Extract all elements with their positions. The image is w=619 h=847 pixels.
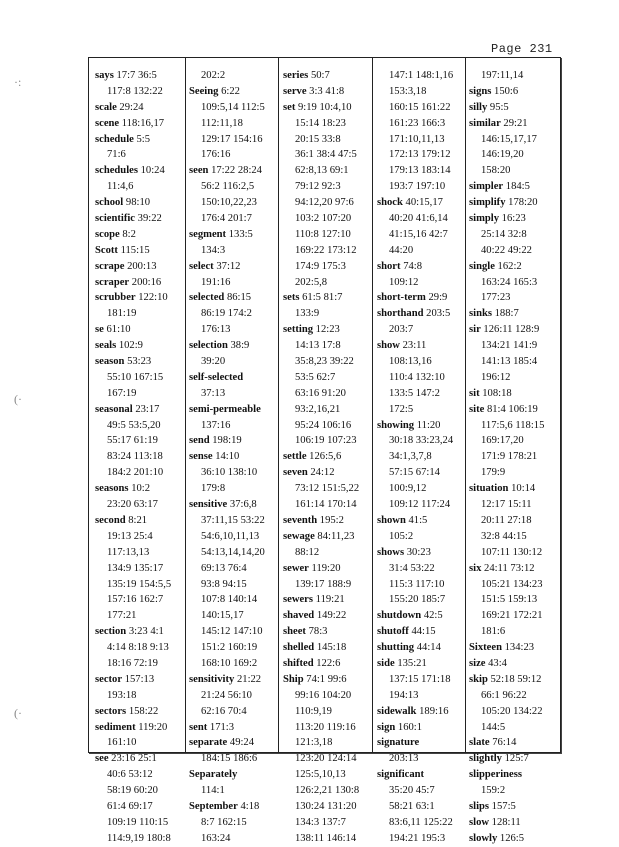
index-entry-refs: 32:8 44:15 [481,530,527,542]
index-entry-refs: 20:11 27:18 [481,514,532,526]
index-entry-term: shock 40:15,17 [377,197,443,209]
index-entry-term: scope 8:2 [95,228,136,240]
index-entry-refs: 194:13 [389,689,419,701]
index-entry-refs: 129:17 154:16 [201,133,263,145]
index-entry-refs: 153:3,18 [389,85,427,97]
index-entry-refs: 57:15 67:14 [389,467,440,479]
index-entry-refs: 40:6 53:12 [107,769,153,781]
index-entry-term: sense 14:10 [189,451,240,463]
index-entry-term: silly 95:5 [469,101,509,113]
index-entry-refs: 66:1 96:22 [481,689,527,701]
index-entry-refs: 150:10,22,23 [201,197,257,209]
index-entry-term: school 98:10 [95,197,151,209]
index-entry-term: setting 12:23 [283,324,340,336]
index-entry-refs: 40:20 41:6,14 [389,213,448,225]
index-entry-term: se 61:10 [95,324,131,336]
index-entry-term: seventh 195:2 [283,514,344,526]
index-entry-term: sheet 78:3 [283,626,328,638]
index-entry-refs: 137:15 171:18 [389,673,451,685]
index-entry-refs: 56:2 116:2,5 [201,181,255,193]
index-entry-refs: 137:16 [201,419,231,431]
index-entry-term: select 37:12 [189,260,241,272]
index-entry-refs: 109:12 117:24 [389,499,451,511]
index-entry-term: showing 11:20 [377,419,441,431]
index-entry-term: scraper 200:16 [95,276,162,288]
index-entry-refs: 179:8 [201,483,226,495]
index-entry-refs: 39:20 [201,356,226,368]
index-entry-refs: 145:12 147:10 [201,626,263,638]
index-entry-term: seasons 10:2 [95,483,151,495]
index-entry-term: schedule 5:5 [95,133,151,145]
index-entry-refs: 177:23 [481,292,511,304]
index-entry-refs: 95:24 106:16 [295,419,352,431]
index-entry-refs: 73:12 151:5,22 [295,483,360,495]
index-entry-term: section 3:23 4:1 [95,626,164,638]
index-entry-term: sinks 188:7 [469,308,519,320]
index-entry-refs: 169:21 172:21 [481,610,543,622]
index-entry-refs: 141:13 185:4 [481,356,538,368]
index-entry-term: Ship 74:1 99:6 [283,673,347,685]
index-entry-refs: 86:19 174:2 [201,308,252,320]
index-entry-refs: 176:16 [201,149,231,161]
index-entry-term: single 162:2 [469,260,522,272]
index-entry-term: schedules 10:24 [95,165,165,177]
index-entry-term: Seeing 6:22 [189,85,240,97]
index-entry-refs: 171:9 178:21 [481,451,538,463]
index-entry-term: semi-permeable [189,403,261,415]
index-entry-refs: 62:16 70:4 [201,705,247,717]
index-entry-term: sector 157:13 [95,673,155,685]
index-entry-refs: 158:20 [481,165,511,177]
index-entry-refs: 83:24 113:18 [107,451,163,463]
index-entry-refs: 193:7 197:10 [389,181,446,193]
index-entry-refs: 107:8 140:14 [201,594,258,606]
index-entry-refs: 160:15 161:22 [389,101,451,113]
index-entry-term: sensitivity 21:22 [189,673,262,685]
index-entry-term: simplify 178:20 [469,197,538,209]
index-entry-refs: 69:13 76:4 [201,562,247,574]
index-entry-term: shown 41:5 [377,514,428,526]
index-entry-term: says 17:7 36:5 [95,70,157,81]
index-entry-refs: 110:8 127:10 [295,228,351,240]
index-entry-refs: 114:1 [201,785,225,797]
index-entry-refs: 161:10 [107,737,137,749]
index-entry-refs: 169:17,20 [481,435,524,447]
index-entry-refs: 15:14 18:23 [295,117,346,129]
index-entry-refs: 36:1 38:4 47:5 [295,149,357,161]
index-entry-term: scientific 39:22 [95,213,162,225]
index-entry-term: shutting 44:14 [377,642,441,654]
index-entry-refs: 197:11,14 [481,70,524,81]
index-entry-term: scrape 200:13 [95,260,157,272]
index-entry-term: short-term 29:9 [377,292,448,304]
index-entry-term: second 8:21 [95,514,148,526]
index-entry-refs: 36:10 138:10 [201,467,258,479]
index-entry-term: situation 10:14 [469,483,536,495]
index-entry-term: significant [377,769,425,781]
index-entry-refs: 176:13 [201,324,231,336]
index-entry-term: selection 38:9 [189,340,250,352]
index-entry-refs: 155:20 185:7 [389,594,446,606]
index-entry-term: scrubber 122:10 [95,292,168,304]
index-entry-refs: 203:7 [389,324,414,336]
index-entry-refs: 133:9 [295,308,320,320]
index-entry-refs: 49:5 53:5,20 [107,419,161,431]
index-entry-refs: 115:3 117:10 [389,578,445,590]
index-entry-term: settle 126:5,6 [283,451,342,463]
index-entry-refs: 181:6 [481,626,506,638]
index-entry-refs: 117:8 132:22 [107,85,163,97]
index-entry-refs: 176:4 201:7 [201,213,252,225]
index-entry-refs: 105:20 134:22 [481,705,543,717]
index-entry-refs: 117:13,13 [107,546,150,558]
index-column-5 [469,68,561,847]
index-entry-term: shaved 149:22 [283,610,347,622]
index-entry-refs: 30:18 33:23,24 [389,435,454,447]
index-entry-term: shelled 145:18 [283,642,347,654]
index-entry-refs: 44:20 [389,244,414,256]
index-entry-refs: 93:2,16,21 [295,403,341,415]
index-entry-refs: 41:15,16 42:7 [389,228,448,240]
index-entry-refs: 31:4 53:22 [389,562,435,574]
index-entry-term: simpler 184:5 [469,181,530,193]
index-entry-term: seasonal 23:17 [95,403,160,415]
index-entry-refs: 58:21 63:1 [389,800,435,812]
index-entry-refs: 55:17 61:19 [107,435,158,447]
index-entry-refs: 8:7 162:15 [201,816,247,828]
index-entry-refs: 93:8 94:15 [201,578,247,590]
index-entry-refs: 113:20 119:16 [295,721,356,733]
index-entry-refs: 179:9 [481,467,506,479]
index-entry-refs: 14:13 17:8 [295,340,341,352]
index-entry-refs: 99:16 104:20 [295,689,352,701]
index-entry-refs: 163:24 [201,832,231,844]
index-entry-refs: 54:6,10,11,13 [201,530,260,542]
index-entry-refs: 79:12 92:3 [295,181,341,193]
index-entry-term: similar 29:21 [469,117,528,129]
index-column-1 [95,68,187,847]
index-entry-refs: 12:17 15:11 [481,499,532,511]
column-divider [372,58,373,752]
index-entry-term: scene 118:16,17 [95,117,165,129]
index-entry-term: sign 160:1 [377,721,423,733]
index-entry-refs: 147:1 148:1,16 [389,70,454,81]
index-entry-refs: 161:23 166:3 [389,117,446,129]
index-entry-term: shifted 122:6 [283,657,341,669]
index-entry-refs: 121:3,18 [295,737,333,749]
index-entry-refs: 106:19 107:23 [295,435,357,447]
index-entry-refs: 167:19 [107,387,137,399]
index-entry-refs: 94:12,20 97:6 [295,197,354,209]
index-entry-refs: 18:16 72:19 [107,657,158,669]
index-entry-term: sir 126:11 128:9 [469,324,540,336]
index-entry-refs: 117:5,6 118:15 [481,419,545,431]
index-entry-refs: 134:21 141:9 [481,340,538,352]
index-entry-refs: 35:8,23 39:22 [295,356,354,368]
index-column-2 [189,68,281,847]
index-entry-term: slightly 125:7 [469,753,529,765]
index-entry-refs: 105:21 134:23 [481,578,543,590]
index-entry-term: serve 3:3 41:8 [283,85,345,97]
index-entry-refs: 110:9,19 [295,705,332,717]
index-entry-refs: 151:2 160:19 [201,642,258,654]
index-entry-term: signature [377,737,420,749]
index-entry-refs: 63:16 91:20 [295,387,346,399]
index-column-4 [377,68,469,847]
index-entry-term: slips 157:5 [469,800,516,812]
index-entry-term: sets 61:5 81:7 [283,292,343,304]
index-entry-refs: 172:13 179:12 [389,149,451,161]
index-entry-term: sediment 119:20 [95,721,168,733]
index-entry-term: seen 17:22 28:24 [189,165,262,177]
index-entry-refs: 203:13 [389,753,419,765]
index-entry-refs: 196:12 [481,371,511,383]
index-entry-refs: 168:10 169:2 [201,657,258,669]
index-entry-refs: 23:20 63:17 [107,499,158,511]
index-entry-term: send 198:19 [189,435,242,447]
index-entry-refs: 107:11 130:12 [481,546,543,558]
column-divider [278,58,279,752]
index-entry-refs: 202:5,8 [295,276,328,288]
index-entry-refs: 37:13 [201,387,226,399]
index-entry-refs: 4:14 8:18 9:13 [107,642,169,654]
index-entry-term: seals 102:9 [95,340,143,352]
index-entry-refs: 109:19 110:15 [107,816,169,828]
column-divider [185,58,186,752]
index-entry-refs: 140:15,17 [201,610,244,622]
index-entry-term: site 81:4 106:19 [469,403,538,415]
index-entry-refs: 202:2 [201,70,226,81]
index-entry-refs: 151:5 159:13 [481,594,538,606]
page-number: Page 231 [491,42,553,56]
index-entry-refs: 157:16 162:7 [107,594,164,606]
index-entry-term: show 23:11 [377,340,427,352]
index-entry-term: separate 49:24 [189,737,255,749]
index-entry-term: short 74:8 [377,260,423,272]
index-entry-refs: 34:1,3,7,8 [389,451,432,463]
punch-hole-mark-bottom: (· [14,706,22,720]
index-column-3 [283,68,375,847]
index-entry-term: sent 171:3 [189,721,235,733]
punch-hole-mark-top: ·: [14,75,22,89]
index-entry-term: sectors 158:22 [95,705,159,717]
index-entry-refs: 21:24 56:10 [201,689,252,701]
index-entry-term: series 50:7 [283,70,330,81]
index-entry-term: set 9:19 10:4,10 [283,101,352,113]
index-entry-term: slipperiness [469,769,522,781]
index-entry-term: Scott 115:15 [95,244,150,256]
index-entry-refs: 114:9,19 180:8 [107,832,171,844]
index-entry-refs: 53:5 62:7 [295,371,336,383]
index-entry-refs: 11:4,6 [107,181,134,193]
index-entry-term: scale 29:24 [95,101,144,113]
index-entry-refs: 109:12 [389,276,419,288]
index-entry-refs: 109:5,14 112:5 [201,101,265,113]
index-entry-refs: 133:5 147:2 [389,387,440,399]
index-entry-term: sidewalk 189:16 [377,705,449,717]
index-entry-term: September 4:18 [189,800,260,812]
index-entry-refs: 159:2 [481,785,506,797]
index-entry-refs: 130:24 131:20 [295,800,357,812]
index-entry-refs: 123:20 124:14 [295,753,357,765]
index-entry-term: Sixteen 134:23 [469,642,535,654]
index-entry-refs: 194:21 195:3 [389,832,446,844]
index-entry-term: signs 150:6 [469,85,519,97]
index-entry-refs: 105:2 [389,530,414,542]
index-entry-refs: 191:16 [201,276,231,288]
index-entry-refs: 146:15,17,17 [481,133,537,145]
index-entry-refs: 19:13 25:4 [107,530,153,542]
index-entry-refs: 62:8,13 69:1 [295,165,349,177]
index-entry-term: slate 76:14 [469,737,517,749]
index-entry-term: self-selected [189,371,244,383]
index-entry-term: sewers 119:21 [283,594,345,606]
index-entry-term: seven 24:12 [283,467,335,479]
index-entry-term: sewer 119:20 [283,562,341,574]
index-entry-term: slow 128:11 [469,816,521,828]
index-entry-refs: 108:13,16 [389,356,432,368]
index-entry-refs: 139:17 188:9 [295,578,352,590]
index-entry-refs: 88:12 [295,546,320,558]
index-entry-refs: 103:2 107:20 [295,213,352,225]
index-entry-term: simply 16:23 [469,213,526,225]
index-entry-refs: 144:5 [481,721,506,733]
index-entry-refs: 112:11,18 [201,117,243,129]
index-entry-term: season 53:23 [95,356,152,368]
index-entry-refs: 35:20 45:7 [389,785,435,797]
index-entry-refs: 174:9 175:3 [295,260,346,272]
index-entry-refs: 163:24 165:3 [481,276,538,288]
index-entry-refs: 37:11,15 53:22 [201,514,265,526]
index-entry-term: shows 30:23 [377,546,431,558]
index-entry-refs: 61:4 69:17 [107,800,153,812]
index-entry-refs: 184:15 186:6 [201,753,258,765]
index-entry-term: slowly 126:5 [469,832,525,844]
index-entry-refs: 100:9,12 [389,483,427,495]
index-entry-term: Separately [189,769,238,781]
index-entry-refs: 146:19,20 [481,149,524,161]
index-entry-term: selected 86:15 [189,292,252,304]
index-entry-refs: 55:10 167:15 [107,371,164,383]
index-entry-refs: 20:15 33:8 [295,133,341,145]
index-entry-refs: 135:19 154:5,5 [107,578,172,590]
index-entry-refs: 58:19 60:20 [107,785,158,797]
index-entry-term: shutdown 42:5 [377,610,443,622]
index-entry-term: six 24:11 73:12 [469,562,535,574]
index-entry-term: sit 108:18 [469,387,512,399]
column-divider [465,58,466,752]
index-entry-refs: 134:9 135:17 [107,562,164,574]
index-entry-term: segment 133:5 [189,228,253,240]
index-entry-refs: 25:14 32:8 [481,228,527,240]
index-entry-refs: 134:3 [201,244,226,256]
index-entry-refs: 184:2 201:10 [107,467,164,479]
index-entry-term: see 23:16 25:1 [95,753,157,765]
index-entry-refs: 54:13,14,14,20 [201,546,265,558]
index-entry-term: side 135:21 [377,657,427,669]
index-entry-refs: 110:4 132:10 [389,371,445,383]
index-entry-refs: 125:5,10,13 [295,769,346,781]
index-entry-refs: 161:14 170:14 [295,499,357,511]
index-entry-refs: 179:13 183:14 [389,165,451,177]
index-entry-refs: 193:18 [107,689,137,701]
index-entry-refs: 126:2,21 130:8 [295,785,360,797]
index-page-frame [88,57,561,844]
index-entry-refs: 172:5 [389,403,414,415]
index-entry-refs: 71:6 [107,149,126,161]
index-entry-refs: 177:21 [107,610,137,622]
index-entry-term: shorthand 203:5 [377,308,451,320]
index-entry-term: size 43:4 [469,657,507,669]
index-entry-term: sewage 84:11,23 [283,530,355,542]
index-entry-refs: 171:10,11,13 [389,133,445,145]
index-entry-term: sensitive 37:6,8 [189,499,257,511]
index-entry-refs: 169:22 173:12 [295,244,357,256]
index-entry-refs: 181:19 [107,308,137,320]
index-entry-refs: 40:22 49:22 [481,244,532,256]
index-entry-refs: 138:11 146:14 [295,832,357,844]
index-entry-term: skip 52:18 59:12 [469,673,542,685]
index-entry-refs: 134:3 137:7 [295,816,346,828]
index-entry-refs: 83:6,11 125:22 [389,816,453,828]
index-entry-term: shutoff 44:15 [377,626,436,638]
punch-hole-mark-middle: (· [14,392,22,406]
